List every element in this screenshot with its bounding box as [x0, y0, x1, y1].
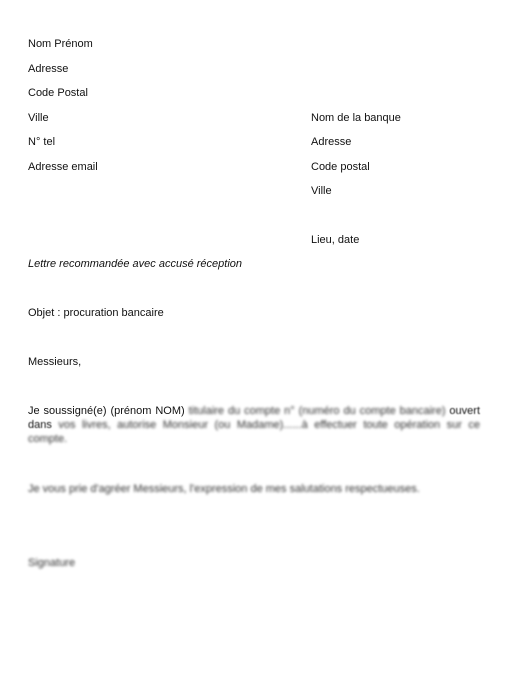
recipient-postal-code: Code postal	[311, 161, 370, 173]
place-date: Lieu, date	[311, 234, 360, 246]
body-visible-after: ouvert dans	[28, 405, 480, 431]
sender-email: Adresse email	[28, 161, 98, 173]
sender-city: Ville	[28, 112, 49, 124]
closing-formula: Je vous prie d'agréer Messieurs, l'expression de mes salutations respectueuses.	[28, 483, 420, 495]
body-blurred-end: vos livres, autorise Monsieur (ou Madame)......à effectuer toute opération sur ce compte.	[28, 419, 480, 445]
recipient-city: Ville	[311, 185, 332, 197]
sender-phone: N° tel	[28, 136, 56, 148]
recipient-bank-name: Nom de la banque	[311, 112, 401, 124]
sender-postal-code: Code Postal	[28, 87, 88, 99]
body-blurred-middle: titulaire du compte n° (numéro du compte bancaire)	[188, 405, 446, 417]
body-paragraph	[28, 404, 480, 446]
sender-name: Nom Prénom	[28, 38, 93, 50]
salutation: Messieurs,	[28, 356, 82, 368]
sender-address: Adresse	[28, 63, 69, 75]
recipient-address: Adresse	[311, 136, 352, 148]
subject-line: Objet : procuration bancaire	[28, 307, 164, 319]
body-visible-start: Je soussigné(e) (prénom NOM)	[28, 405, 185, 417]
delivery-note: Lettre recommandée avec accusé réception	[28, 258, 243, 270]
signature-label: Signature	[28, 557, 76, 569]
